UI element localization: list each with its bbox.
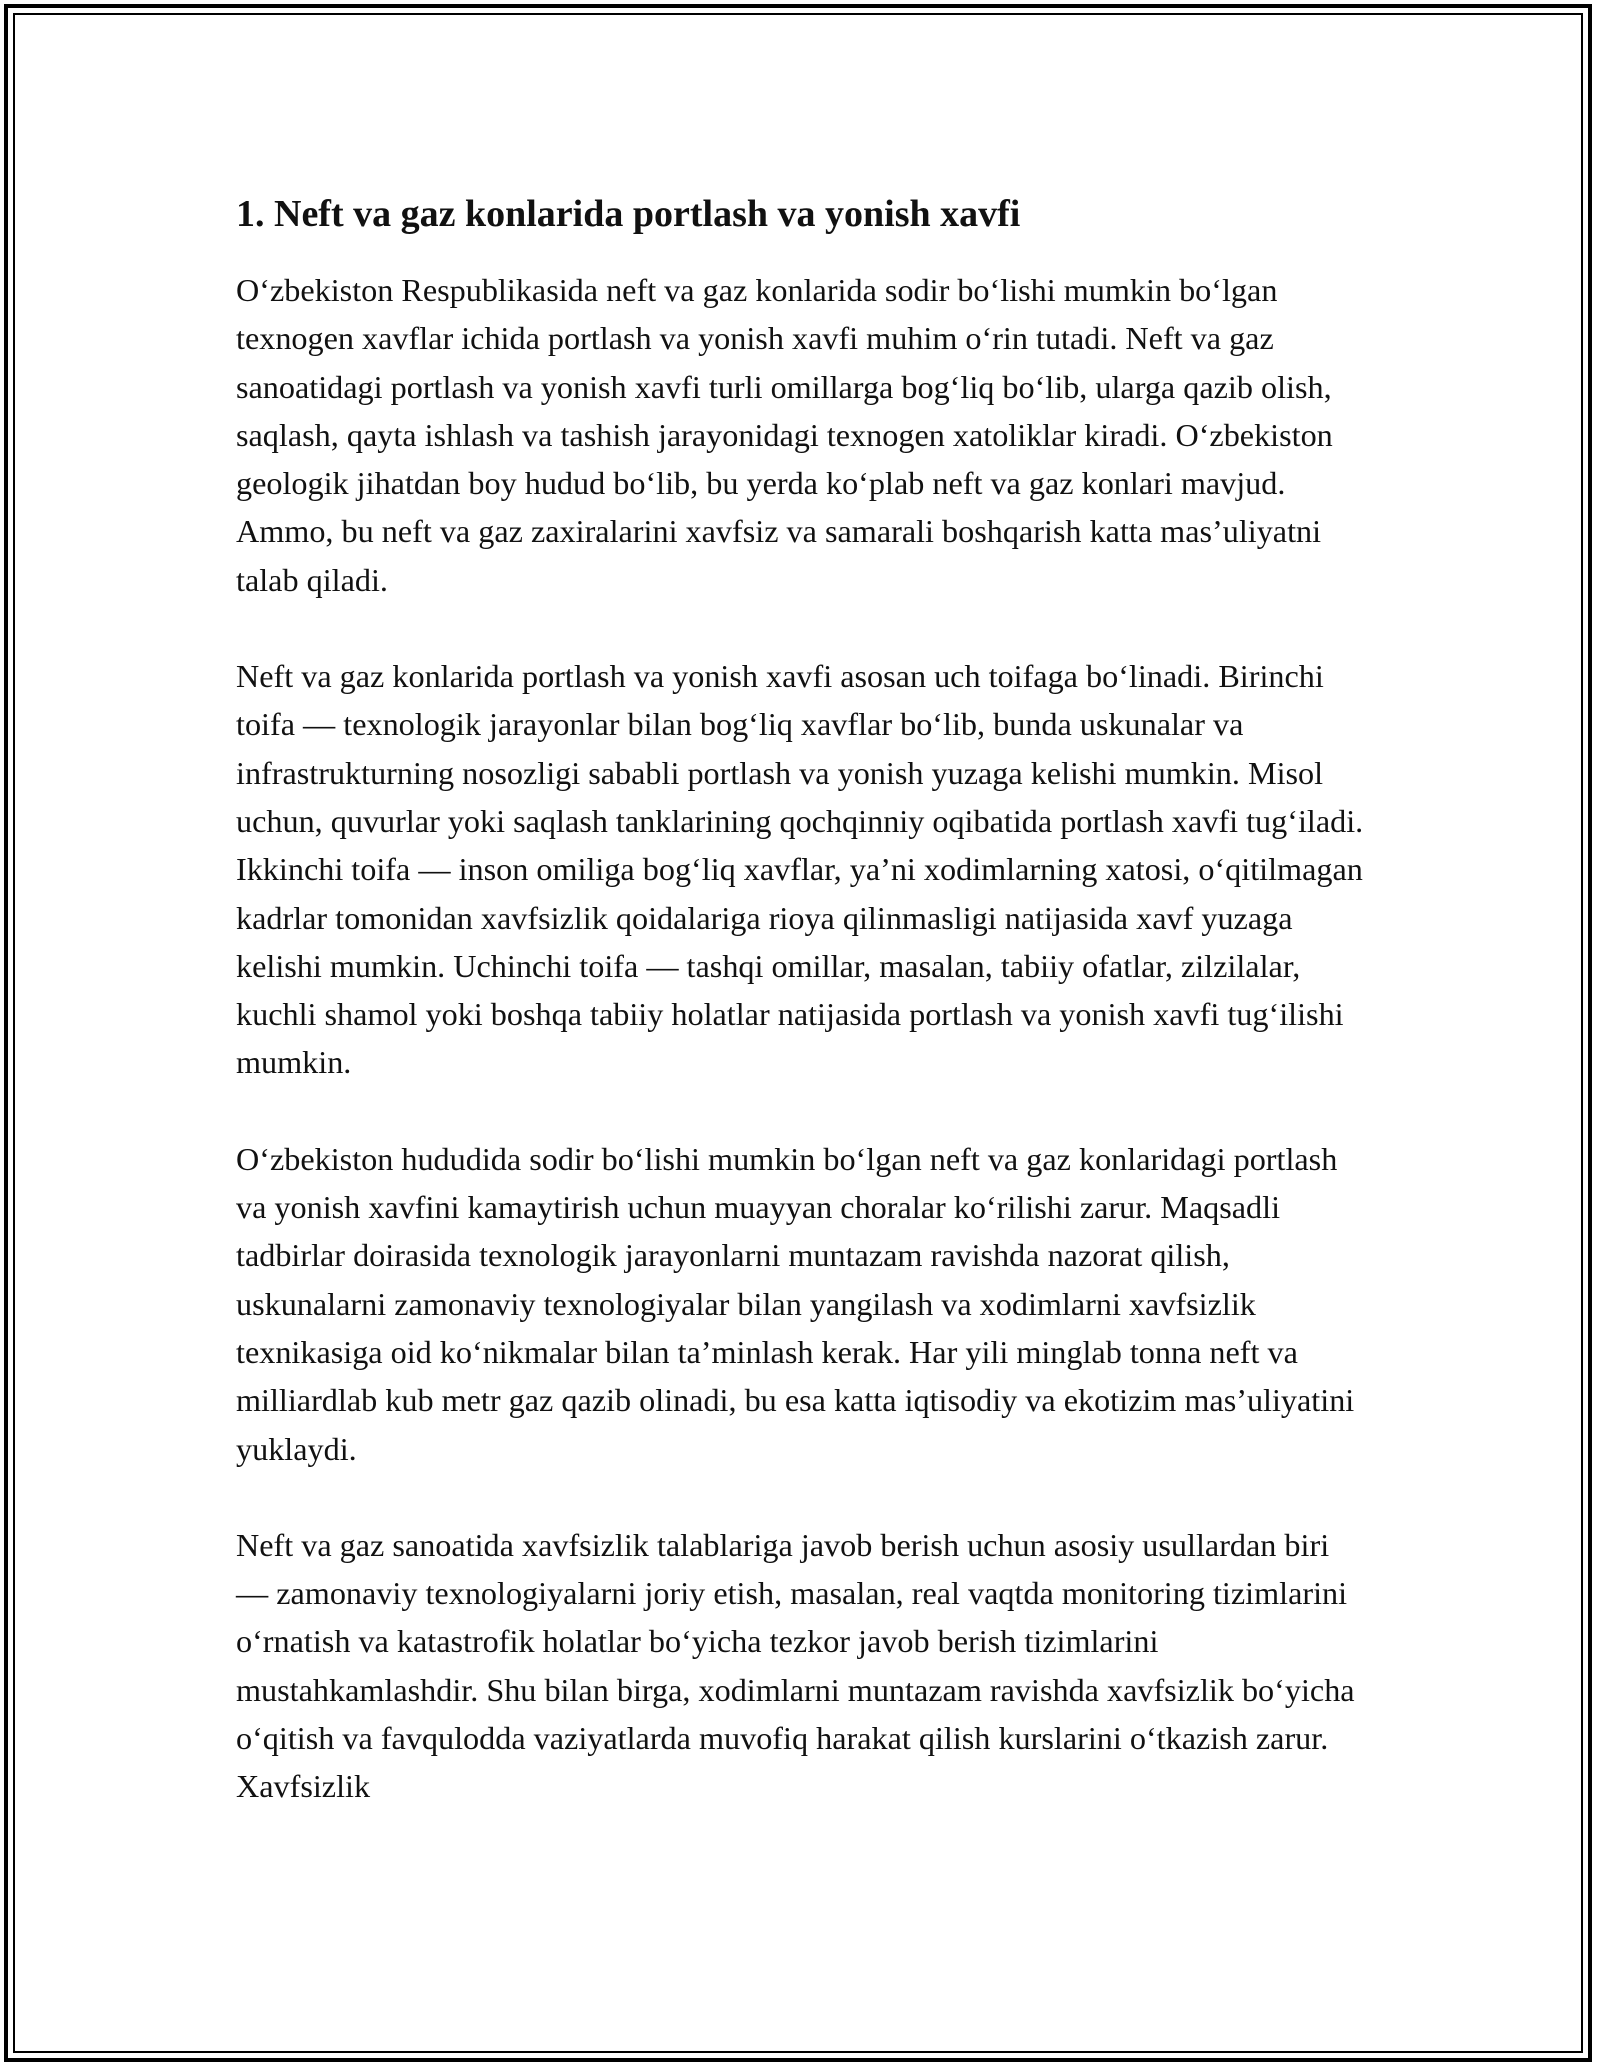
document-body xyxy=(236,186,1366,1859)
section-heading: 1. Neft va gaz konlarida portlash va yonish xavfi xyxy=(236,193,1021,235)
paragraph-4: Neft va gaz sanoatida xavfsizlik talablariga javob berish uchun asosiy usullardan biri — zamonaviy texnologiyalarni joriy etish, masalan, real vaqtda monitoring tizimlarini o‘rnatish va katastrofik holatlar bo‘yicha tezkor javob berish tizimlarini mustahkamlashdir. Shu bilan birga, xodimlarni muntazam ravishda xavfsizlik bo‘yicha o‘qitish va favqulodda vaziyatlarda muvofiq harakat qilish kurslarini o‘tkazish zarur. Xavfsizlik xyxy=(236,1526,1355,1805)
paragraph-2: Neft va gaz konlarida portlash va yonish xavfi asosan uch toifaga bo‘linadi. Birinchi toifa — texnologik jarayonlar bilan bog‘liq xavflar bo‘lib, bunda uskunalar va infrastrukturning nosozligi sababli portlash va yonish yuzaga kelishi mumkin. Misol uchun, quvurlar yoki saqlash tanklarining qochqinniy oqibatida portlash xavfi tug‘iladi. Ikkinchi toifa — inson omiliga bog‘liq xavflar, ya’ni xodimlarning xatosi, o‘qitilmagan kadrlar tomonidan xavfsizlik qoidalariga rioya qilinmasligi natijasida xavf yuzaga kelishi mumkin. Uchinchi toifa — tashqi omillar, masalan, tabiiy ofatlar, zilzilalar, kuchli shamol yoki boshqa tabiiy holatlar natijasida portlash va yonish xavfi tug‘ilishi mumkin. xyxy=(236,658,1364,1081)
paragraph-3: O‘zbekiston hududida sodir bo‘lishi mumkin bo‘lgan neft va gaz konlaridagi portlash va yonish xavfini kamaytirish uchun muayyan choralar ko‘rilishi zarur. Maqsadli tadbirlar doirasida texnologik jarayonlarni muntazam ravishda nazorat qilish, uskunalarni zamonaviy texnologiyalar bilan yangilash va xodimlarni xavfsizlik texnikasiga oid ko‘nikmalar bilan ta’minlash kerak. Har yili minglab tonna neft va milliardlab kub metr gaz qazib olinadi, bu esa katta iqtisodiy va ekotizim mas’uliyatini yuklaydi. xyxy=(236,1140,1355,1467)
paragraph-1: O‘zbekiston Respublikasida neft va gaz konlarida sodir bo‘lishi mumkin bo‘lgan texnogen xavflar ichida portlash va yonish xavfi muhim o‘rin tutadi. Neft va gaz sanoatidagi portlash va yonish xavfi turli omillarga bog‘liq bo‘lib, ularga qazib olish, saqlash, qayta ishlash va tashish jarayonidagi texnogen xatoliklar kiradi. O‘zbekiston geologik jihatdan boy hudud bo‘lib, bu yerda ko‘plab neft va gaz konlari mavjud. Ammo, bu neft va gaz zaxiralarini xavfsiz va samarali boshqarish katta mas’uliyatni talab qiladi. xyxy=(236,272,1333,598)
